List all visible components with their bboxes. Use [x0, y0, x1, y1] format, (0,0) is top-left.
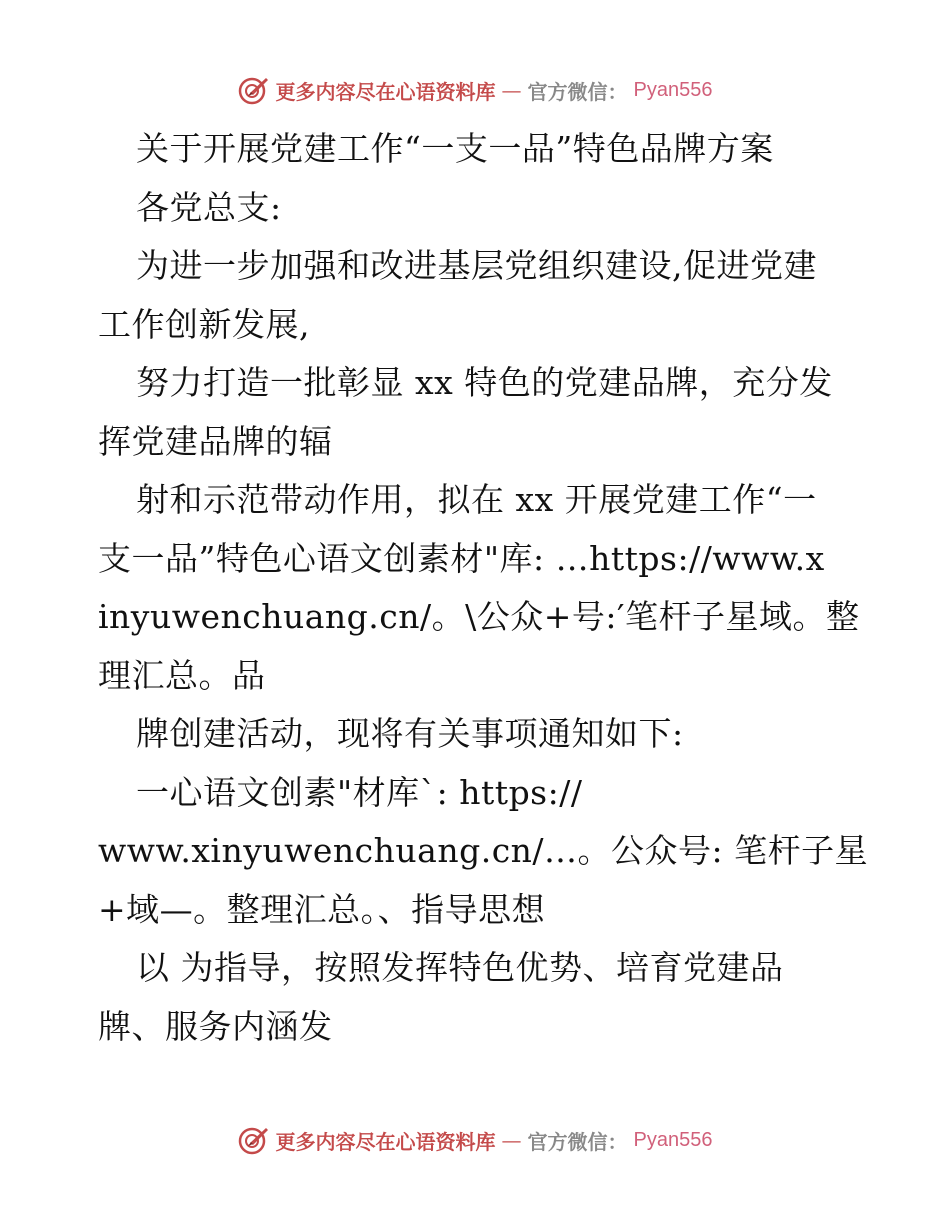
header-wechat-label: 官方微信：: [527, 79, 628, 104]
document-line: 理汇总。品: [98, 655, 266, 695]
header-banner: [0, 70, 950, 110]
document-line: 以 为指导，按照发挥特色优势、培育党建品: [136, 948, 784, 987]
footer-banner-inner: [238, 1124, 713, 1156]
document-line: +域—。整理汇总。、指导思想: [98, 889, 546, 929]
footer-banner-dash: —: [501, 1128, 522, 1152]
header-banner-dash: —: [501, 78, 522, 102]
header-wechat-id: Pyan556: [633, 78, 713, 101]
brand-logo-icon: [238, 74, 270, 106]
footer-wechat-label: 官方微信：: [527, 1129, 628, 1154]
footer-banner: [0, 1120, 950, 1160]
document-line: 牌创建活动，现将有关事项通知如下:: [136, 714, 684, 753]
brand-logo-icon: [238, 1124, 270, 1156]
footer-wechat-id: Pyan556: [633, 1128, 713, 1151]
document-title: 关于开展党建工作“一支一品”特色品牌方案: [136, 129, 774, 168]
header-banner-text: 更多内容尽在心语资料库: [275, 79, 496, 104]
document-line: 支一品”特色心语文创素材"库: …https://www.x: [98, 538, 825, 578]
footer-banner-text: 更多内容尽在心语资料库: [275, 1129, 496, 1154]
document-line: 牌、服务内涵发: [98, 1006, 333, 1046]
document-line: 各党总支:: [136, 187, 282, 227]
document-line: inyuwenchuang.cn/。\公众+号:′笔杆子星域。整: [98, 597, 860, 636]
document-line: 射和示范带动作用，拟在 xx 开展党建工作“一: [136, 480, 817, 519]
header-banner-inner: [238, 74, 713, 106]
document-line: www.xinyuwenchuang.cn/…。公众号: 笔杆子星: [98, 831, 869, 870]
document-line: 工作创新发展,: [98, 304, 310, 344]
document-line: 为进一步加强和改进基层党组织建设,促进党建: [136, 246, 817, 285]
document-line: 挥党建品牌的辐: [98, 421, 333, 461]
document-body: [98, 120, 869, 1056]
document-line: 努力打造一批彰显 xx 特色的党建品牌，充分发: [136, 363, 833, 402]
document-line: 一心语文创素"材库`: https://: [136, 772, 583, 812]
